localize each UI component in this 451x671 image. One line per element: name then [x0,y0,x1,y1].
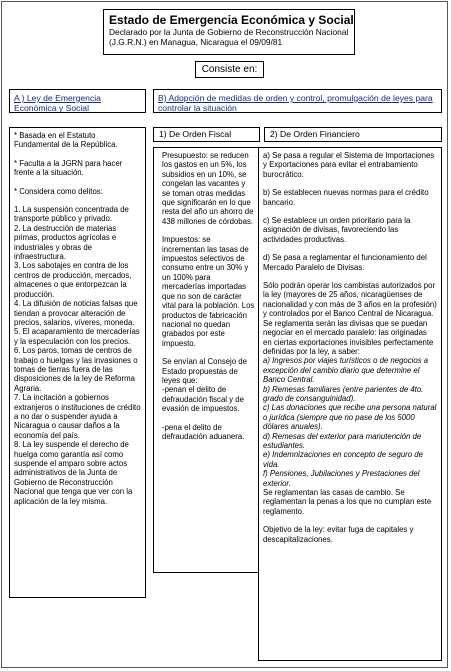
delito-item: 1. La suspensión concentrada de transporte público y privado. [14,205,129,224]
delito-item: 3. Los sabotajes en contra de los centros de producción, mercados, almacenes o que entorpezcan la producción. [14,261,132,299]
financiero-header: 2) De Orden Financiero [264,127,442,142]
impuestos-text: Impuestos: se incrementan las tasas de impuestos selectivos de consumo entre un 30% y un 100% para mercaderías importadas que no son de carácter vital para la población. Los productos de fabricación nacional no quedan grabados por este impuesto. [162,235,255,348]
financiero-item-c: c) Se establece un orden prioritario para la asignación de divisas, favoreciendo las actividades productivas. [263,216,411,244]
financiero-item-b: b) Se establecen nuevas normas para el crédito bancario. [263,188,429,207]
delito-item: 2. La destrucción de materias primas, productos agrícolas e industriales y obras de infraestructura. [14,223,117,262]
divisas-text: Se reglamenta serán las divisas que se puedan negociar en el mercado paralelo: las originadas en ciertas exportaciones invisibles perfectamente definidas por la ley, a saber: [263,318,434,356]
divisa-list-item: a) Ingresos por viajes turísticos o de negocios a excepción del cambio diario que determine el Banco Central. [263,356,429,385]
casas-cambio-text: Se reglamentan las casas de cambio. Se reglamentan la penas a los que no cumplan este reglamento. [263,488,432,516]
financiero-item-d: d) Se pasa a reglamentar el funcionamiento del Mercado Paralelo de Divisas. [263,253,427,272]
presupuesto-text: Presupuesto: se reducen los gastos en un 5%, los subsidios en un 10%, se congelan las vacantes y se toman otras medidas que significarán en lo que resta del año un ahorro de 438 millones de córdobas. [162,151,254,226]
adopcion-header-text: B) Adopción de medidas de orden y control, promulgación de leyes para controlar la situación [158,93,433,113]
divisa-list-item: d) Remesas del exterior para manutención de estudiantes. [263,431,422,450]
delito-item: 6. Los paros, tomas de centros de trabajo o huelgas y las invasiones o tomas de tierras fuera de las disposiciones de la ley de Reforma Agraria. [14,346,138,393]
page-title: Estado de Emergencia Económica y Social [109,13,354,27]
financiero-details-column [258,147,442,661]
divisa-list-item: e) Indemnizaciones en concepto de seguro de vida. [263,450,423,469]
fiscal-header: 1) De Orden Fiscal [153,127,260,142]
ley-item: * Faculta a la JGRN para hacer frente a la situación. [14,158,123,178]
consejo-item: -pena el delito de defraudación aduanera. [162,422,245,441]
title-box [103,9,355,55]
ley-item: * Basada en el Estatuto Fundamental de la República. [14,131,118,150]
ley-item: * Considera como delitos: [14,186,103,196]
cambistas-text: Sólo podrán operar los cambistas autorizados por la ley (mayores de 25 años, nicaragüenses de nacionalidad y con más de 3 años en la profesión) y controlados por el Banco Central de Nicaragua. [263,281,437,319]
delito-item: 4. La difusión de noticias falsas que tiendan a provocar alteración de precios, salarios, víveres, moneda. [14,299,138,327]
consejo-text: Se envían al Consejo de Estado propuestas de leyes que: [162,357,247,385]
delito-item: 7. La incitación a gobiernos extranjeros o instituciones de crédito a no dar o suspender ayuda a Nicaragua o causar daños a la economía del país. [14,393,141,440]
divisa-list-item: b) Remesas familiares (entre parientes de 4to. grado de consanguinidad). [263,384,424,403]
divisa-list-item: c) Las donaciones que recibe una persona natural o jurídica (siempre que no pase de los 5000 dólares anuales). [263,403,437,432]
financiero-item-a: a) Se pasa a regular el Sistema de Importaciones y Exportaciones para evitar el entrabamiento burocrático. [263,151,435,179]
consiste-box: Consiste en: [195,61,264,78]
fiscal-details-column [153,147,260,573]
title-subtitle-1: Declarado por la Junta de Gobierno de Reconstrucción Nacional [109,27,349,37]
delito-item: 8. La ley suspende el derecho de huelga como garantía así como suspende el amparo sobre actos administrativos de la Junta de Gobierno de Reconstrucción Nacional que tenga que ver con la aplicación de la ley misma. [14,440,133,506]
ley-details-column [9,127,146,598]
adopcion-header [153,89,442,113]
ley-header [9,89,146,113]
ley-header-text: A ) Ley de Emergencia Económica y Social [14,93,101,113]
consejo-item: -penan el delito de defraudación fiscal y de evasión de impuestos. [162,385,244,414]
divisa-list-item: f) Pensiones, Jubilaciones y Prestaciones del exterior. [263,469,420,488]
objetivo-text: Objetivo de la ley: evitar fuga de capitales y descapitalizaciones. [263,525,414,544]
delito-item: 5. El acaparamiento de mercaderías y la especulación con los precios. [14,327,140,346]
title-subtitle-2: (J.G.R.N.) en Managua, Nicaragua el 09/09/81 [109,37,283,47]
